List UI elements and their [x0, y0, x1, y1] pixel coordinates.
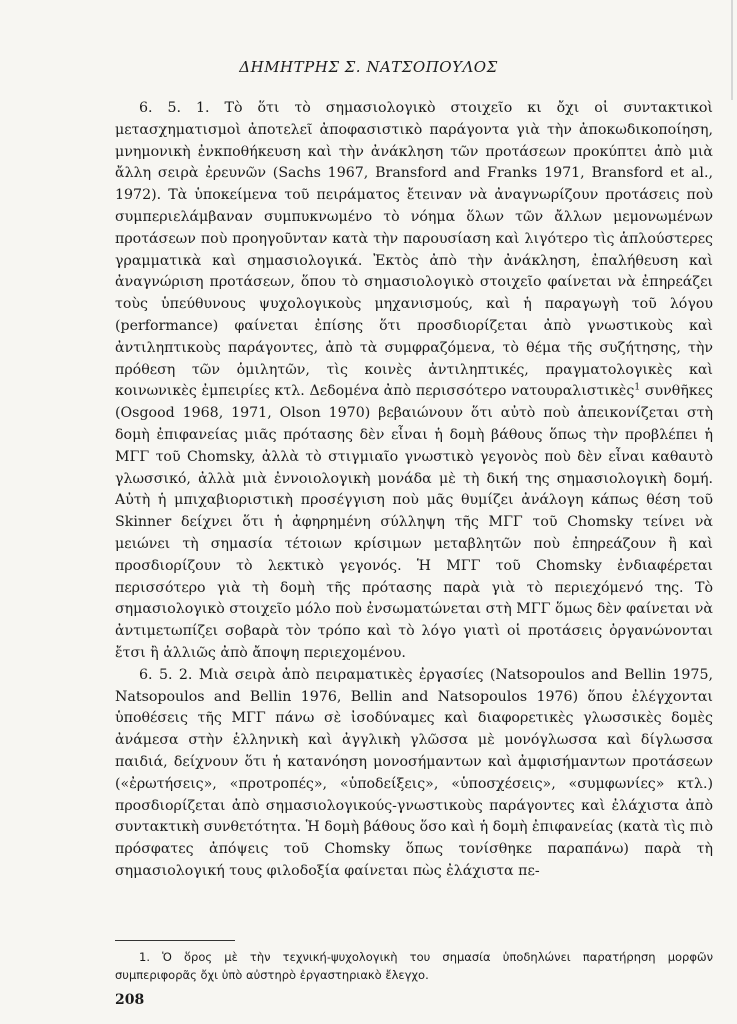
paragraph-6-5-1: [115, 98, 713, 665]
footnote-divider: [115, 940, 235, 941]
footnote-marker: 1: [634, 382, 641, 393]
body-text: [115, 98, 713, 883]
footnote: 1. Ὁ ὅρος μὲ τὴν τεχνική-ψυχολογικὴ του σημασία ὑποδηλώνει παρατήρηση μορφῶν συμπεριφορᾶς ὄχι ὑπὸ αὐστηρὸ ἐργαστηριακὸ ἔλεγχο.: [115, 950, 713, 982]
paragraph-6-5-1-part-a: 6. 5. 1. Τὸ ὅτι τὸ σημασιολογικὸ στοιχεῖο κι ὄχι οἱ συντακτικοὶ μετασχηματισμοὶ ἀποτελεῖ ἀποφασιστικὸ παράγοντα γιὰ τὴν ἀποκωδικοποίηση, μνημονικὴ ἐνκποθήκευση καὶ τὴν ἀνάκληση τῶν προτάσεων προκύπτει ἀπὸ μιὰ ἄλλη σειρὰ ἐρευνῶν (Sachs 1967, Bransford and Franks 1971, Bransford et al., 1972). Τὰ ὑποκείμενα τοῦ πειράματος ἔτειναν νὰ ἀναγνωρίζουν προτάσεις ποὺ συμπεριελάμβαναν συμπυκνωμένο τὸ νόημα ὅλων τῶν ἄλλων μεμονωμένων προτάσεων ποὺ προηγοῦνταν κατὰ τὴν παρουσίαση καὶ λιγότερο τὶς ἁπλούστερες γραμματικὰ καὶ σημασιολογικά. Ἐκτὸς ἀπὸ τὴν ἀνάκληση, ἐπαλήθευση καὶ ἀναγνώριση προτάσεων, ὅπου τὸ σημασιολογικὸ στοιχεῖο φαίνεται νὰ ἐπηρεάζει τοὺς ὑπεύθυνους ψυχολογικοὺς μηχανισμούς, καὶ ἡ παραγωγὴ τοῦ λόγου (performance) φαίνεται ἐπίσης ὅτι προσδιορίζεται ἀπὸ γνωστικοὺς καὶ ἀντιληπτικοὺς παράγοντες, ἀπὸ τὰ συμφραζόμενα, τὸ θέμα τῆς συζήτησης, τὴν πρόθεση τῶν ὁμιλητῶν, τὶς κοινὲς ἀντιληπτικές, πραγματολογικὲς καὶ κοινωνικὲς ἐμπειρίες κτλ. Δεδομένα ἀπὸ περισσότερο νατουραλιστικὲς: [115, 100, 713, 400]
scan-margin-mark: [731, 0, 733, 100]
page-number: 208: [115, 992, 145, 1008]
running-header: ΔΗΜΗΤΡΗΣ Σ. ΝΑΤΣΟΠΟΥΛΟΣ: [239, 58, 498, 76]
paragraph-6-5-1-part-b: συνθῆκες (Osgood 1968, 1971, Olson 1970) βεβαιώνουν ὅτι αὐτὸ ποὺ ἀπεικονίζεται στὴ δομὴ ἐπιφανείας μιᾶς πρότασης δὲν εἶναι ἡ δομὴ βάθους ὅπως τὴν προβλέπει ἡ ΜΓΓ τοῦ Chomsky, ἀλλὰ τὸ στιγμιαῖο γνωστικὸ γεγονὸς ποὺ δὲν εἶναι καθαυτὸ γλωσσικό, ἀλλὰ μιὰ ἐννοιολογικὴ μονάδα μὲ τὴ δική της σημασιολογικὴ δομή. Αὐτὴ ἡ μπιχαβιοριστικὴ προσέγγιση ποὺ μᾶς θυμίζει ἀνάλογη κάπως θέση τοῦ Skinner δείχνει ὅτι ἡ ἀφηρημένη σύλληψη τῆς ΜΓΓ τοῦ Chomsky τείνει νὰ μειώνει τὴ σημασία τέτοιων κρίσιμων μεταβλητῶν ποὺ ἐπηρεάζουν ἢ καὶ προσδιορίζουν τὸ λεκτικὸ γεγονός. Ἡ ΜΓΓ τοῦ Chomsky ἐνδιαφέρεται περισσότερο γιὰ τὴ δομὴ τῆς πρότασης παρὰ γιὰ τὸ περιεχόμενό της. Τὸ σημασιολογικὸ στοιχεῖο μόλο ποὺ ἐνσωματώνεται στὴ ΜΓΓ ὅμως δὲν φαίνεται νὰ ἀντιμετωπίζει σοβαρὰ τὸν τρόπο καὶ τὸ λόγο γιατὶ οἱ προτάσεις ὀργανώνονται ἔτσι ἢ ἀλλιῶς ἀπὸ ἄποψη περιεχομένου.: [115, 383, 713, 661]
paragraph-6-5-2: 6. 5. 2. Μιὰ σειρὰ ἀπὸ πειραματικὲς ἐργασίες (Natsopoulos and Bellin 1975, Natsopoulos and Bellin 1976, Bellin and Natsopoulos 1976) ὅπου ἐλέγχονται ὑποθέσεις τῆς ΜΓΓ πάνω σὲ ἰσοδύναμες καὶ διαφορετικὲς γλωσσικὲς δομὲς ἀνάμεσα στὴν ἑλληνικὴ καὶ ἀγγλικὴ γλῶσσα μὲ μονόγλωσσα καὶ δίγλωσσα παιδιά, δείχνουν ὅτι ἡ κατανόηση μονοσήμαντων καὶ ἀμφισήμαντων προτάσεων («ἐρωτήσεις», «προτροπές», «ὑποδείξεις», «ὑποσχέσεις», «συμφωνίες» κτλ.) προσδιορίζεται ἀπὸ σημασιολογικούς-γνωστικοὺς παράγοντες καὶ ἐλάχιστα ἀπὸ συντακτικὴ συνθετότητα. Ἡ δομὴ βάθους ὅσο καὶ ἡ δομὴ ἐπιφανείας (κατὰ τὶς πιὸ πρόσφατες ἀπόψεις τοῦ Chomsky ὅπως τονίσθηκε παραπάνω) παρὰ τὴ σημασιολογική τους φιλοδοξία φαίνεται πὼς ἐλάχιστα πε-: [115, 666, 713, 879]
